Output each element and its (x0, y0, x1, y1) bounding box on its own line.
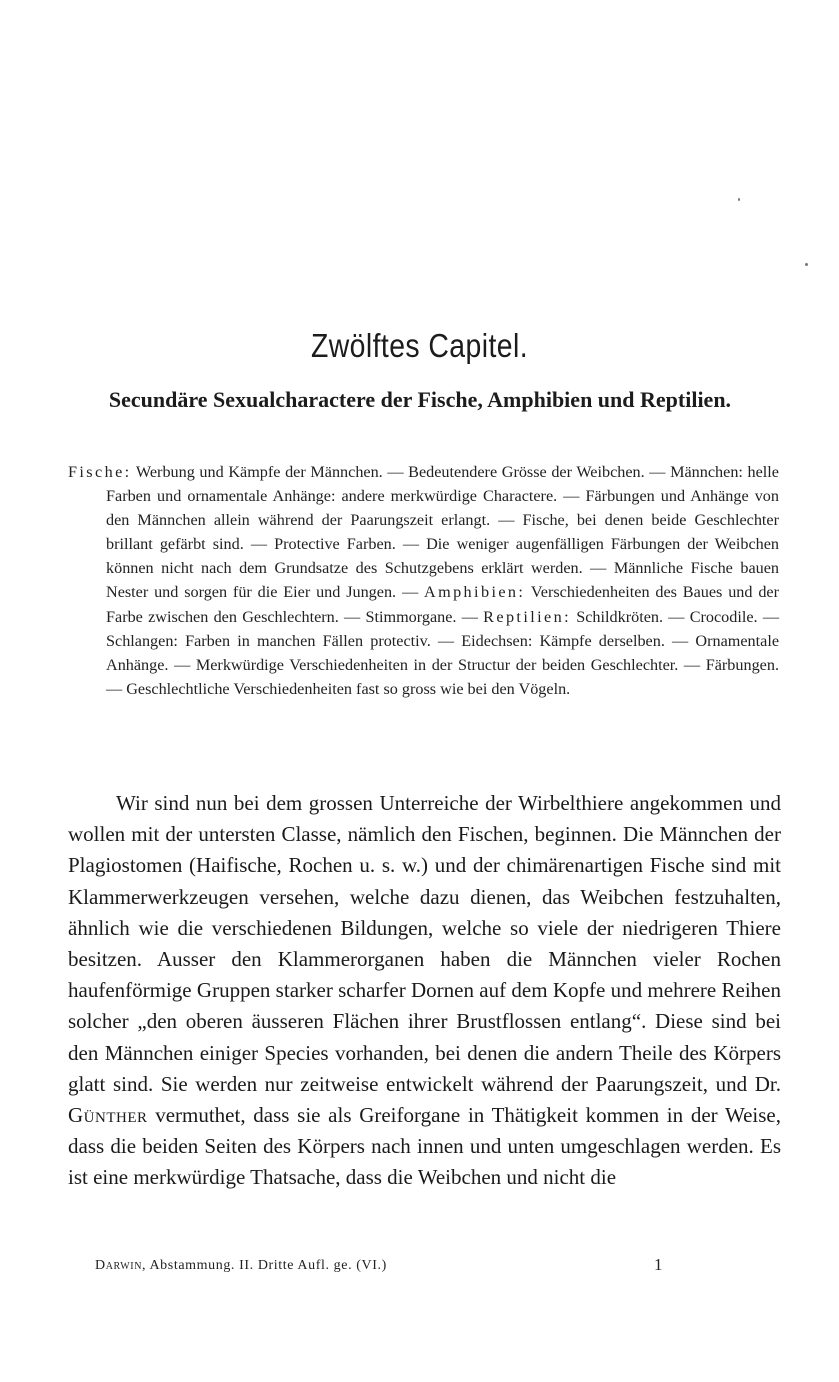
body-text-part1: Wir sind nun bei dem grossen Unterreiche der Wirbelthiere angekommen und wollen mit der untersten Classe, nämlich den Fischen, beginnen. Die Männchen der Plagiostomen (Haifische, Rochen u. s. w.) und der chimärenartigen Fische sind mit Klammerwerkzeugen versehen, welche dazu dienen, das Weibchen festzuhalten, ähnlich wie die verschiedenen Bildungen, welche so viele der niedrigeren Thiere besitzen. Ausser den Klammerorganen haben die Männchen vieler Rochen haufenförmige Gruppen starker scharfer Dornen auf dem Kopfe und mehrere Reihen solcher „den oberen äusseren Flächen ihrer Brustflossen entlang“. Diese sind bei den Männchen einiger Species vorhanden, bei denen die andern Theile des Körpers glatt sind. Sie werden nur zeitweise entwickelt während der Paarungszeit, und Dr. (68, 791, 781, 1096)
printer-signature (95, 1258, 387, 1274)
paper-speck (738, 198, 740, 201)
signature-rest: , Abstammung. II. Dritte Aufl. ge. (VI.) (142, 1258, 387, 1273)
page-number: 1 (654, 1255, 663, 1274)
summary-text-fische: Werbung und Kämpfe der Männchen. — Bedeutendere Grösse der Weibchen. — Männchen: helle Farben und ornamentale Anhänge: andere merkwürdige Charactere. — Färbungen und Anhänge von den Männchen allein während der Paarungszeit erlangt. — Fische, bei denen beide Geschlechter brillant gefärbt sind. — Protective Farben. — Die weniger augenfälligen Färbungen der Weibchen können nicht nach dem Grundsatze des Schutzgebens erklärt werden. — Männliche Fische bauen Nester und sorgen für die Eier und Jungen. — (106, 463, 779, 602)
body-text-part2: vermuthet, dass sie als Greiforgane in Thätigkeit kommen in der Weise, dass die beiden Seiten des Körpers nach innen und unten umgeschlagen werden. Es ist eine merkwürdige Thatsache, dass die Weibchen und nicht die (68, 1103, 781, 1190)
body-paragraph (68, 788, 781, 1194)
chapter-title: Zwölftes Capitel. (310, 327, 529, 364)
summary-text-reptilien: Schildkröten. — Crocodile. — Schlangen: Farben in manchen Fällen protectiv. — Eidechsen: Kämpfe derselben. — Ornamentale Anhänge. — Merkwürdige Verschiedenheiten in der Structur der beiden Geschlechter. — Färbungen. — Geschlechtliche Verschiedenheiten fast so gross wie bei den Vögeln. (106, 607, 780, 698)
author-name: Günther (68, 1103, 148, 1128)
signature-name: Darwin (95, 1258, 143, 1273)
paper-speck (805, 263, 808, 266)
summary-label-amphibien: Amphibien: (423, 583, 526, 602)
chapter-summary (68, 460, 779, 701)
summary-text-amphibien: Verschiedenheiten des Baues und der Farbe zwischen den Geschlechtern. — Stimmorgane. — (106, 583, 779, 626)
summary-label-reptilien: Reptilien: (483, 607, 571, 626)
summary-label-fische: Fische: (68, 463, 132, 481)
chapter-subtitle: Secundäre Sexualcharactere der Fische, Amphibien und Reptilien. (108, 387, 732, 412)
